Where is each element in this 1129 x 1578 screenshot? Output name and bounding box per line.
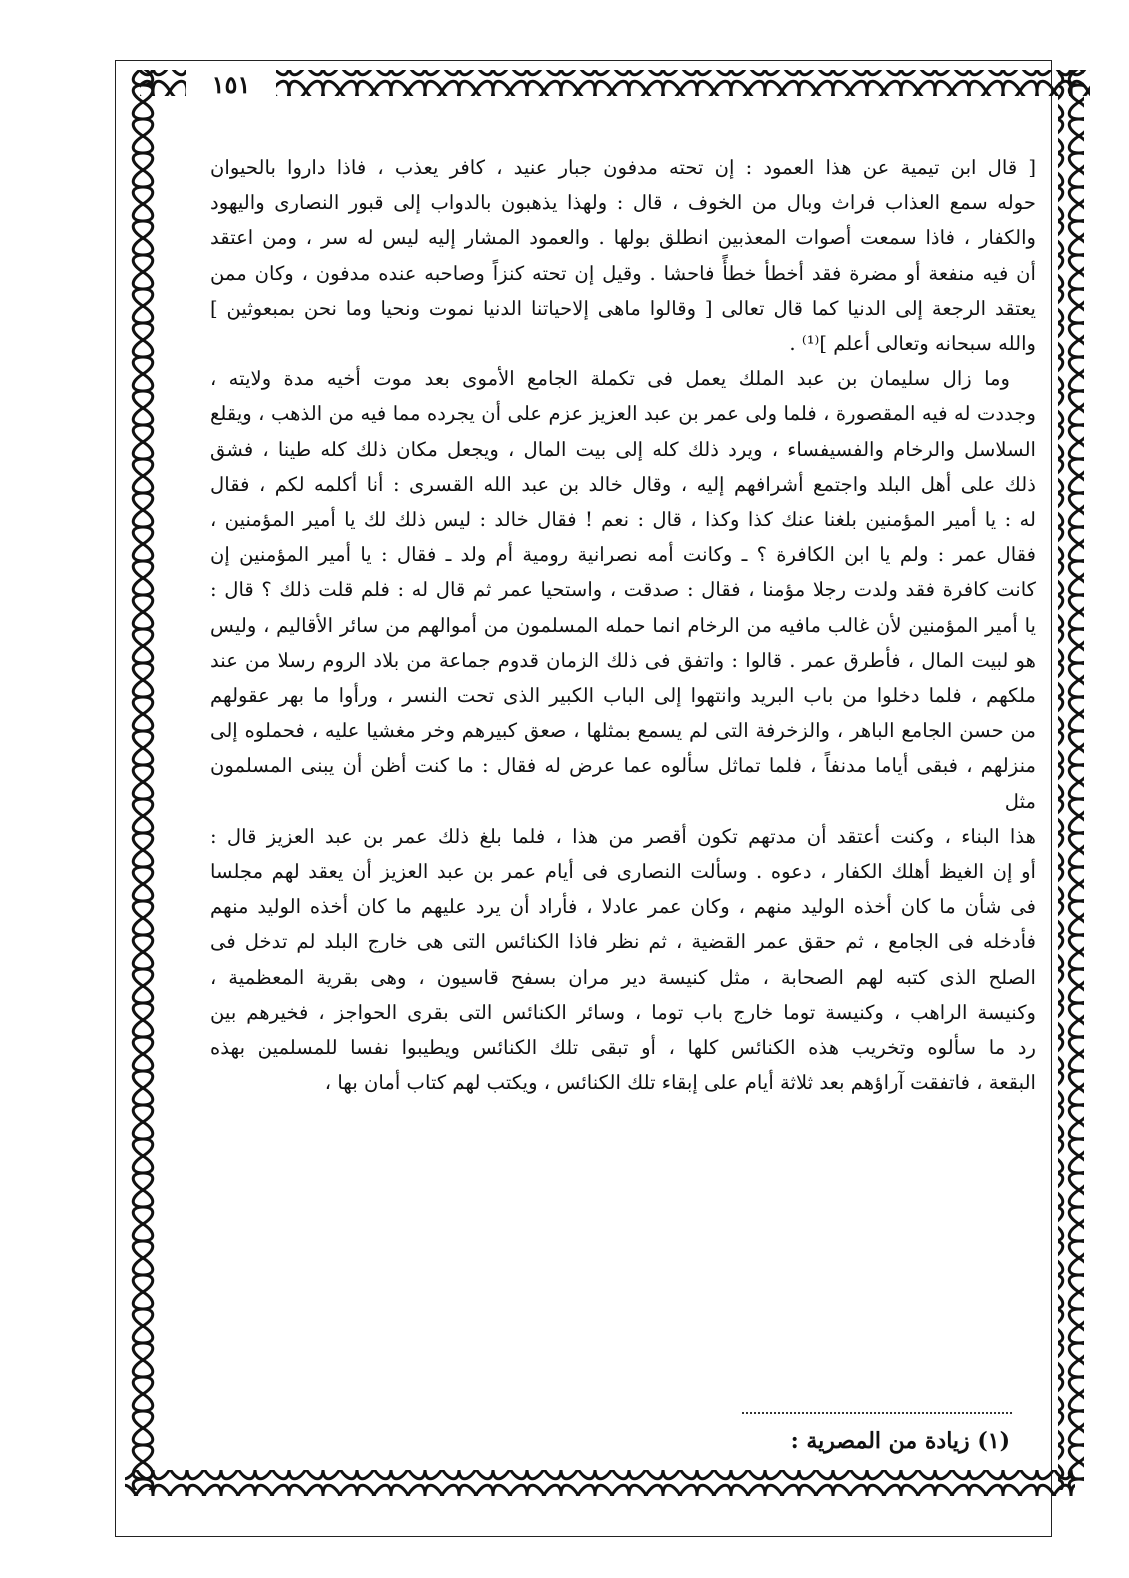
text-line: حوله سمع العذاب فراث وبال من الخوف ، قال : ولهذا يذهبون بالدواب إلى قبور النصارى واليهود [210, 191, 1036, 215]
footnote [500, 1428, 1010, 1454]
text-line: ذلك على أهل البلد واجتمع أشرافهم إليه ، وقال خالد بن عبد الله القسرى : أنا أكلمه لكم ، فقال [210, 472, 1036, 496]
text-line: هذا البناء ، وكنت أعتقد أن مدتهم تكون أقصر من هذا ، فلما بلغ ذلك عمر بن عبد العزيز قال : [210, 824, 1036, 848]
footnote-text: زيادة من المصرية : [790, 1428, 970, 1454]
text-line: أن فيه منفعة أو مضرة فقد أخطأ خطأً فاحشا . وقيل إن تحته كنزاً وصاحبه عنده مدفون ، وكان ممن [210, 261, 1036, 285]
text-line: يعتقد الرجعة إلى الدنيا كما قال تعالى [ وقالوا ماهى إلاحياتنا الدنيا نموت ونحيا وما نحن بمبعوثين ] [210, 296, 1036, 320]
body-text [210, 150, 1036, 1100]
text-line: رد ما سألوه وتخريب هذه الكنائس كلها ، أو تبقى تلك الكنائس ويطيبوا نفسا للمسلمين بهذه [210, 1036, 1036, 1060]
text-line: السلاسل والرخام والفسيفساء ، ويرد ذلك كله إلى بيت المال ، ويجعل مكان ذلك كله طينا ، فشق [210, 437, 1036, 461]
text-line: فقال عمر : ولم يا ابن الكافرة ؟ ـ وكانت أمه نصرانية رومية أم ولد ـ فقال : يا أمير المؤمنين إن [210, 543, 1036, 567]
text-line: وجددت له فيه المقصورة ، فلما ولى عمر بن عبد العزيز عزم على أن يجرده مما فيه من الذهب ، ويقلع [210, 402, 1036, 426]
text-line: أو إن الغيظ أهلك الكفار ، دعوه . وسألت النصارى فى أيام عمر بن عبد العزيز أن يعقد لهم مجلسا [210, 860, 1036, 884]
text-line: هو لبيت المال ، فأطرق عمر . قالوا : واتفق فى ذلك الزمان قدوم جماعة من بلاد الروم رسلا من عند [210, 648, 1036, 672]
text-line: من حسن الجامع الباهر ، والزخرفة التى لم يسمع بمثلها ، صعق كبيرهم وخر مغشيا عليه ، فحملوه إلى [210, 719, 1036, 743]
text-line: الصلح الذى كتبه لهم الصحابة ، مثل كنيسة دير مران بسفح قاسيون ، وهى بقرية المعظمية ، [210, 965, 1036, 989]
text-line: ملكهم ، فلما دخلوا من باب البريد وانتهوا إلى الباب الكبير الذى تحت النسر ، ورأوا ما بهر عقولهم [210, 684, 1036, 708]
text-line: فى شأن ما كان أخذه الوليد منهم ، وكان عمر عادلا ، فأراد أن يرد عليهم ما كان أخذه الوليد منهم [210, 895, 1036, 919]
text-line: والله سبحانه وتعالى أعلم ]⁽¹⁾ . [789, 332, 1036, 356]
text-line: والكفار ، فاذا سمعت أصوات المعذبين انطلق بولها . والعمود المشار إليه ليس له سر ، ومن اعتقد [210, 226, 1036, 250]
text-line: وما زال سليمان بن عبد الملك يعمل فى تكملة الجامع الأموى بعد موت أخيه مدة ولايته ، [210, 367, 1010, 391]
footnote-separator [742, 1412, 1012, 1414]
text-line: له : يا أمير المؤمنين بلغنا عنك كذا وكذا ، قال : نعم ! فقال خالد : ليس ذلك لك يا أمير المؤمنين ، [210, 508, 1036, 532]
text-line: [ قال ابن تيمية عن هذا العمود : إن تحته مدفون جبار عنيد ، كافر يعذب ، فاذا داروا بالحيوان [210, 156, 1036, 179]
footnote-marker: (١) [977, 1428, 1010, 1454]
text-line: منزلهم ، فبقى أياما مدنفاً ، فلما تماثل سألوه عما عرض له فقال : ما كنت أظن أن يبنى المسلمون مثل [210, 754, 1036, 813]
text-line: فأدخله فى الجامع ، ثم حقق عمر القضية ، ثم نظر فاذا الكنائس التى هى خارج البلد لم تدخل فى [210, 930, 1036, 954]
text-line: يا أمير المؤمنين لأن غالب مافيه من الرخام انما حمله المسلمون من أموالهم من سائر الأقاليم ، وليس [210, 613, 1036, 637]
text-line: كانت كافرة فقد ولدت رجلا مؤمنا ، فقال : صدقت ، واستحيا عمر ثم قال له : فلم قلت ذلك ؟ قال : [210, 578, 1036, 602]
text-line: البقعة ، فاتفقت آراؤهم بعد ثلاثة أيام على إبقاء تلك الكنائس ، ويكتب لهم كتاب أمان بها ، [324, 1071, 1036, 1095]
text-line: وكنيسة الراهب ، وكنيسة توما خارج باب توما ، وسائر الكنائس التى بقرى الحواجز ، فخيرهم بين [210, 1000, 1036, 1024]
page-number: ١٥١ [186, 68, 276, 102]
